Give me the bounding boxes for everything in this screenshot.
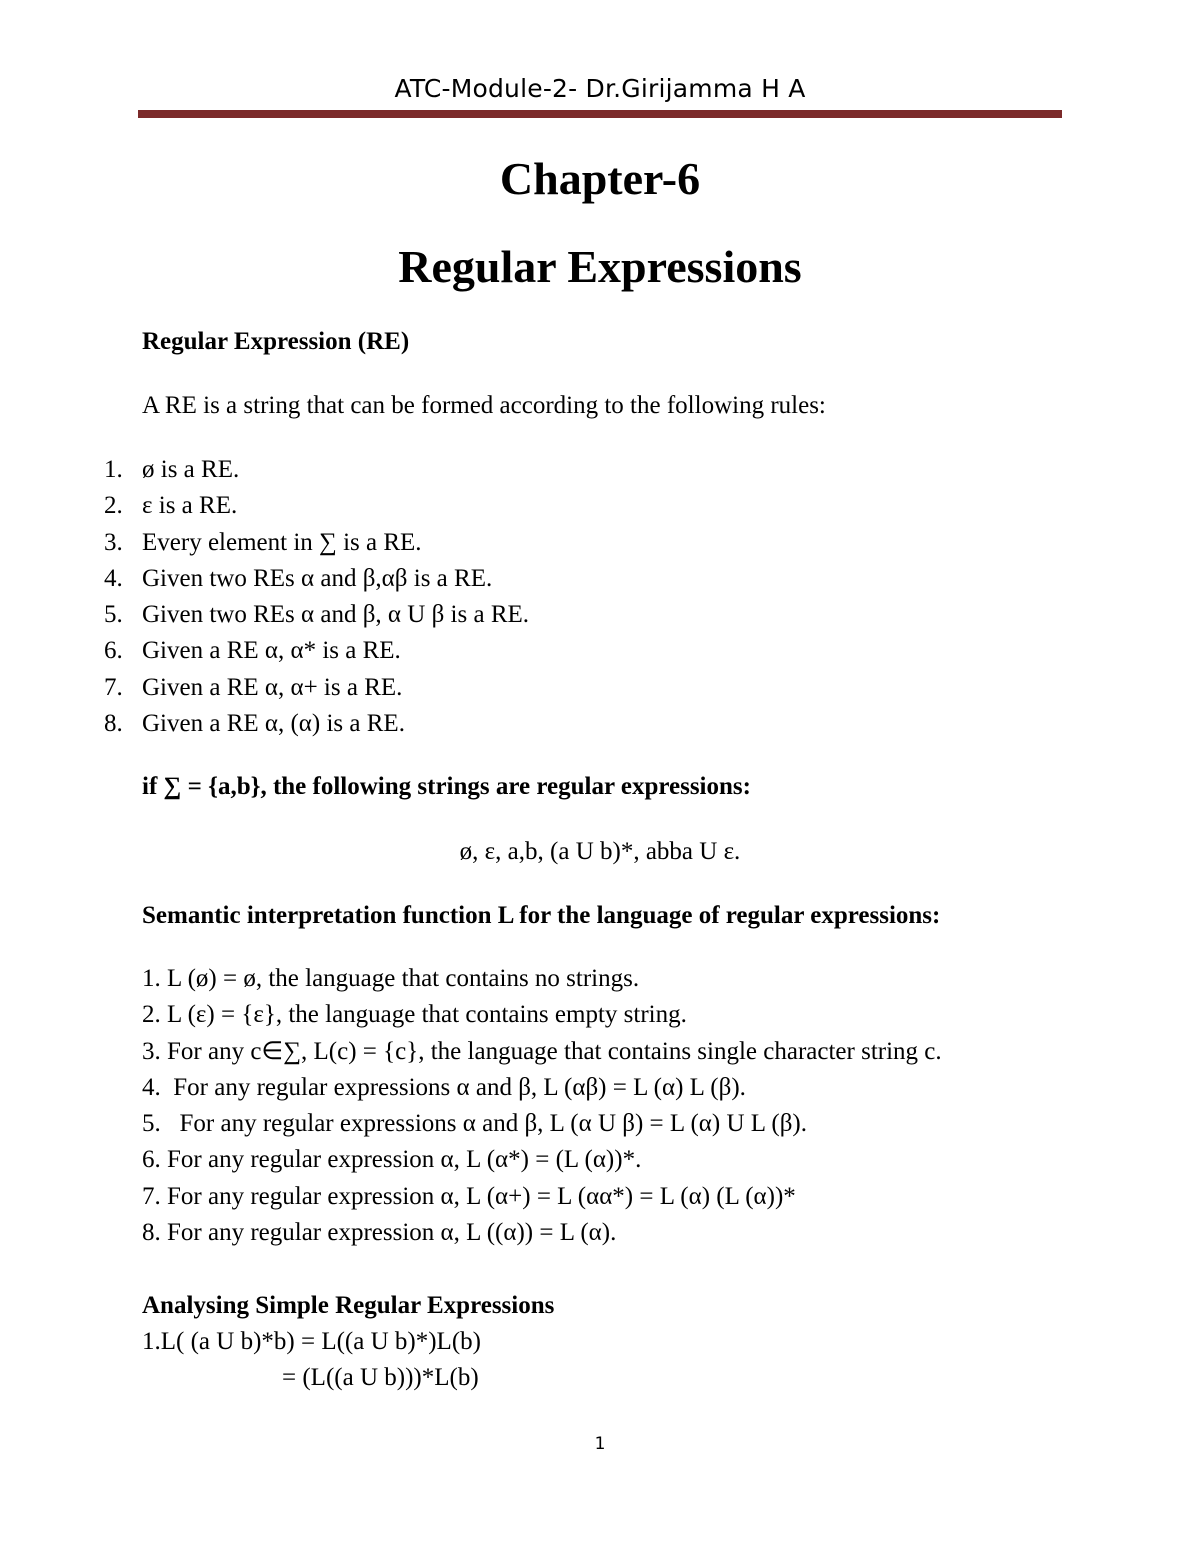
list-number: 8. xyxy=(104,710,123,738)
list-number: 5. xyxy=(104,601,123,629)
list-text: Given two REs α and β, α U β is a RE. xyxy=(142,601,530,629)
example-intro: if ∑ = {a,b}, the following strings are regular expressions: xyxy=(142,773,751,800)
list-text: ε is a RE. xyxy=(142,492,238,520)
page-number: 1 xyxy=(594,1434,606,1454)
list-item: 7. For any regular expression α, L (α+) = L (αα*) = L (α) (L (α))* xyxy=(142,1182,796,1210)
list-item: 3. For any c∈∑, L(c) = {c}, the language that contains single character string c. xyxy=(142,1037,942,1065)
list-text: Given a RE α, α* is a RE. xyxy=(142,637,401,665)
analysis-line-2: = (L((a U b)))*L(b) xyxy=(282,1364,479,1391)
re-rules-list xyxy=(0,452,1200,742)
list-number: 6. xyxy=(104,637,123,665)
list-number: 2. xyxy=(104,492,123,520)
example-expressions: ø, ε, a,b, (a U b)*, abba U ε. xyxy=(459,838,741,865)
semantic-rules-list xyxy=(142,961,942,1251)
list-item xyxy=(0,561,1200,597)
list-item xyxy=(0,706,1200,742)
list-item: 1. L (ø) = ø, the language that contains no strings. xyxy=(142,965,640,992)
list-item: 2. L (ε) = {ε}, the language that contains empty string. xyxy=(142,1001,687,1029)
header-rule xyxy=(138,110,1062,118)
list-number: 7. xyxy=(104,673,123,701)
list-item: 4. For any regular expressions α and β, L (αβ) = L (α) L (β). xyxy=(142,1073,746,1101)
chapter-title: Regular Expressions xyxy=(398,241,802,292)
list-item xyxy=(0,670,1200,706)
list-text: Given a RE α, (α) is a RE. xyxy=(142,710,405,738)
analysis-line-1: 1.L( (a U b)*b) = L((a U b)*)L(b) xyxy=(142,1328,481,1355)
list-text: Every element in ∑ is a RE. xyxy=(142,528,422,556)
list-text: ø is a RE. xyxy=(142,456,240,483)
list-number: 4. xyxy=(104,564,123,592)
list-number: 1. xyxy=(104,456,123,483)
list-item xyxy=(0,525,1200,561)
section-heading-regular-expression: Regular Expression (RE) xyxy=(142,328,410,355)
re-intro-paragraph: A RE is a string that can be formed according to the following rules: xyxy=(142,392,826,419)
running-header: ATC-Module-2- Dr.Girijamma H A xyxy=(394,74,806,103)
list-item: 8. For any regular expression α, L ((α)) = L (α). xyxy=(142,1219,617,1247)
chapter-number-title: Chapter-6 xyxy=(499,153,701,204)
section-heading-semantic-interpretation: Semantic interpretation function L for the language of regular expressions: xyxy=(142,902,941,929)
list-item: 5. For any regular expressions α and β, L (α U β) = L (α) U L (β). xyxy=(142,1110,808,1138)
list-item xyxy=(0,633,1200,669)
list-item xyxy=(0,488,1200,524)
list-item xyxy=(0,452,1200,488)
list-item: 6. For any regular expression α, L (α*) = (L (α))*. xyxy=(142,1146,642,1174)
list-text: Given two REs α and β,αβ is a RE. xyxy=(142,564,493,592)
section-heading-analysing: Analysing Simple Regular Expressions xyxy=(142,1292,555,1319)
list-text: Given a RE α, α+ is a RE. xyxy=(142,673,403,701)
list-number: 3. xyxy=(104,528,123,556)
list-item xyxy=(0,597,1200,633)
